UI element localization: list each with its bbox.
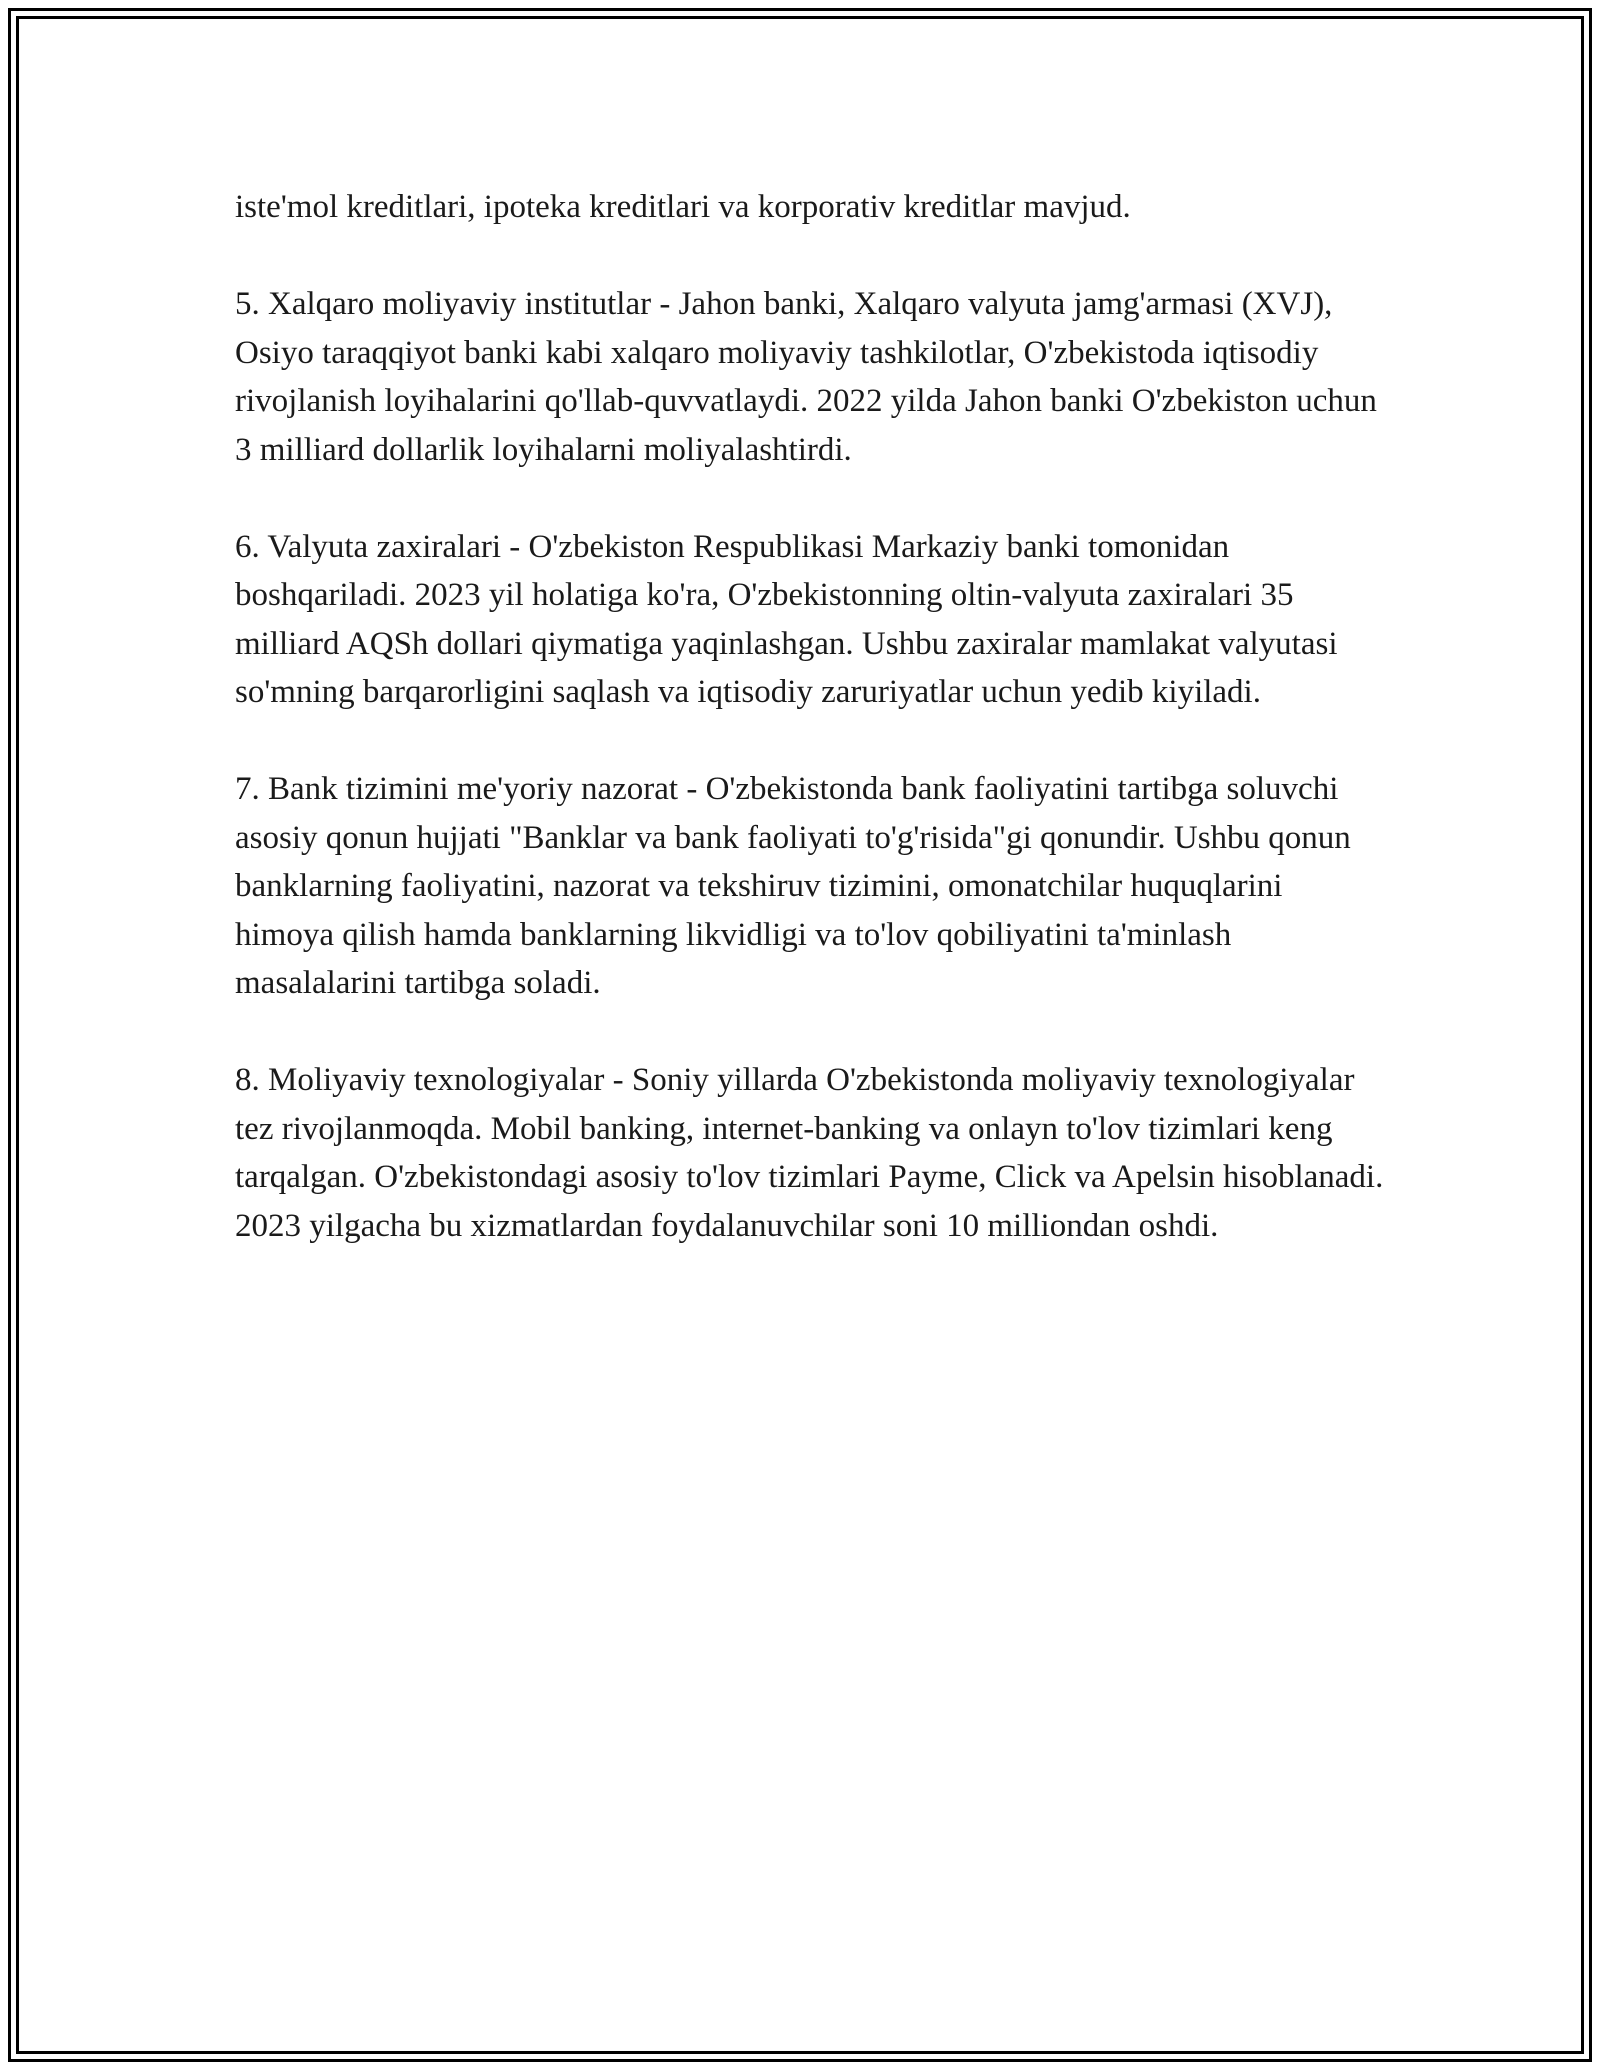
paragraph-international-institutions: 5. Xalqaro moliyaviy institutlar - Jahon banki, Xalqaro valyuta jamg'armasi (XVJ), Osiyo taraqqiyot banki kabi xalqaro moliyaviy tashkilotlar, O'zbekistoda iqtisodiy rivojlanish loyihalarini qo'llab-quvvatlaydi. 2022 yilda Jahon banki O'zbekiston uchun 3 milliard dollarlik loyihalarni moliyalashtirdi. (235, 286, 1377, 468)
paragraph-currency-reserves: 6. Valyuta zaxiralari - O'zbekiston Respublikasi Markaziy banki tomonidan boshqariladi. 2023 yil holatiga ko'ra, O'zbekistonning oltin-valyuta zaxiralari 35 milliard AQSh dollari qiymatiga yaqinlashgan. Ushbu zaxiralar mamlakat valyutasi so'mning barqarorligini saqlash va iqtisodiy zaruriyatlar uchun yedib kiyiladi. (235, 528, 1338, 710)
paragraph-bank-regulation: 7. Bank tizimini me'yoriy nazorat - O'zbekistonda bank faoliyatini tartibga soluvchi asosiy qonun hujjati "Banklar va bank faoliyati to'g'risida"gi qonundir. Ushbu qonun banklarning faoliyatini, nazorat va tekshiruv tizimini, omonatchilar huquqlarini himoya qilish hamda banklarning likvidligi va to'lov qobiliyatini ta'minlash masalalarini tartibga soladi. (235, 771, 1351, 1001)
paragraph-financial-technologies: 8. Moliyaviy texnologiyalar - Soniy yillarda O'zbekistonda moliyaviy texnologiyalar tez rivojlanmoqda. Mobil banking, internet-banking va onlayn to'lov tizimlari keng tarqalgan. O'zbekistondagi asosiy to'lov tizimlari Payme, Click va Apelsin hisoblanadi. 2023 yilgacha bu xizmatlardan foydalanuvchilar soni 10 milliondan oshdi. (235, 1062, 1384, 1244)
document-body (235, 183, 1385, 1299)
paragraph-continuation: iste'mol kreditlari, ipoteka kreditlari va korporativ kreditlar mavjud. (235, 189, 1131, 225)
